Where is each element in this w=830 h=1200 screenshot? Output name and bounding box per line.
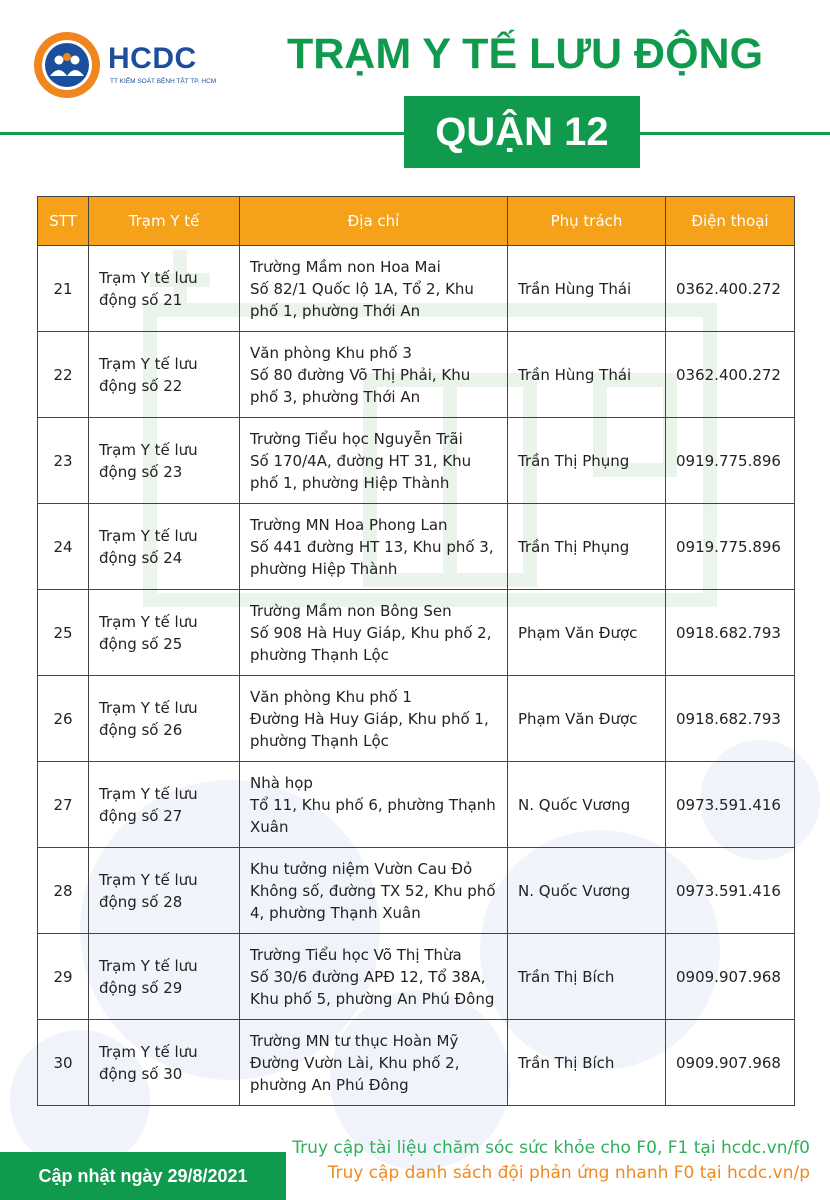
cell-person: Phạm Văn Được	[508, 590, 666, 676]
cell-person: Trần Thị Bích	[508, 934, 666, 1020]
cell-stt: 27	[38, 762, 89, 848]
cell-stt: 26	[38, 676, 89, 762]
cell-stt: 25	[38, 590, 89, 676]
cell-address: Khu tưởng niệm Vườn Cau Đỏ Không số, đường TX 52, Khu phố 4, phường Thạnh Xuân	[240, 848, 508, 934]
table-row	[38, 590, 795, 676]
cell-phone: 0362.400.272	[666, 332, 795, 418]
cell-phone: 0973.591.416	[666, 848, 795, 934]
divider-left	[0, 132, 404, 135]
hcdc-logo-icon	[32, 30, 102, 100]
table-row	[38, 332, 795, 418]
cell-stt: 23	[38, 418, 89, 504]
cell-address: Trường Tiểu học Nguyễn Trãi Số 170/4A, đường HT 31, Khu phố 1, phường Hiệp Thành	[240, 418, 508, 504]
cell-phone: 0909.907.968	[666, 934, 795, 1020]
table-row	[38, 246, 795, 332]
cell-station: Trạm Y tế lưu động số 29	[89, 934, 240, 1020]
cell-phone: 0362.400.272	[666, 246, 795, 332]
table-row	[38, 848, 795, 934]
table-row	[38, 1020, 795, 1106]
cell-address: Trường Tiểu học Võ Thị Thừa Số 30/6 đường APĐ 12, Tổ 38A, Khu phố 5, phường An Phú Đông	[240, 934, 508, 1020]
district-badge: QUẬN 12	[404, 96, 640, 168]
page-title: TRẠM Y TẾ LƯU ĐỘNG	[286, 30, 764, 78]
cell-person: Trần Hùng Thái	[508, 332, 666, 418]
cell-person: Trần Hùng Thái	[508, 246, 666, 332]
table-row	[38, 504, 795, 590]
cell-station: Trạm Y tế lưu động số 21	[89, 246, 240, 332]
cell-station: Trạm Y tế lưu động số 26	[89, 676, 240, 762]
cell-address: Văn phòng Khu phố 3 Số 80 đường Võ Thị Phải, Khu phố 3, phường Thới An	[240, 332, 508, 418]
cell-address: Nhà họp Tổ 11, Khu phố 6, phường Thạnh Xuân	[240, 762, 508, 848]
cell-person: Trần Thị Phụng	[508, 504, 666, 590]
cell-phone: 0918.682.793	[666, 676, 795, 762]
cell-stt: 30	[38, 1020, 89, 1106]
cell-address: Văn phòng Khu phố 1 Đường Hà Huy Giáp, Khu phố 1, phường Thạnh Lộc	[240, 676, 508, 762]
rapid-response-link[interactable]: Truy cập danh sách đội phản ứng nhanh F0 tại hcdc.vn/p	[327, 1163, 810, 1183]
table-row	[38, 676, 795, 762]
cell-phone: 0918.682.793	[666, 590, 795, 676]
logo-subtitle: TT KIỂM SOÁT BỆNH TẬT TP. HCM	[110, 78, 217, 85]
cell-stt: 24	[38, 504, 89, 590]
header-address: Địa chỉ	[240, 197, 508, 246]
table-row	[38, 934, 795, 1020]
cell-phone: 0919.775.896	[666, 418, 795, 504]
cell-station: Trạm Y tế lưu động số 22	[89, 332, 240, 418]
cell-station: Trạm Y tế lưu động số 24	[89, 504, 240, 590]
update-date-banner: Cập nhật ngày 29/8/2021	[0, 1152, 286, 1200]
table-row	[38, 762, 795, 848]
cell-person: Trần Thị Bích	[508, 1020, 666, 1106]
cell-person: Phạm Văn Được	[508, 676, 666, 762]
cell-address: Trường Mầm non Hoa Mai Số 82/1 Quốc lộ 1A, Tổ 2, Khu phố 1, phường Thới An	[240, 246, 508, 332]
cell-stt: 21	[38, 246, 89, 332]
logo-text: HCDC	[108, 42, 197, 75]
table-row	[38, 418, 795, 504]
table-header-row	[38, 197, 795, 246]
cell-station: Trạm Y tế lưu động số 23	[89, 418, 240, 504]
cell-phone: 0973.591.416	[666, 762, 795, 848]
cell-address: Trường Mầm non Bông Sen Số 908 Hà Huy Giáp, Khu phố 2, phường Thạnh Lộc	[240, 590, 508, 676]
cell-station: Trạm Y tế lưu động số 30	[89, 1020, 240, 1106]
cell-stt: 29	[38, 934, 89, 1020]
cell-station: Trạm Y tế lưu động số 28	[89, 848, 240, 934]
cell-station: Trạm Y tế lưu động số 25	[89, 590, 240, 676]
header-station: Trạm Y tế	[89, 197, 240, 246]
header-stt: STT	[38, 197, 89, 246]
cell-station: Trạm Y tế lưu động số 27	[89, 762, 240, 848]
cell-person: N. Quốc Vương	[508, 762, 666, 848]
cell-address: Trường MN tư thục Hoàn Mỹ Đường Vườn Lài, Khu phố 2, phường An Phú Đông	[240, 1020, 508, 1106]
cell-person: Trần Thị Phụng	[508, 418, 666, 504]
stations-table	[37, 196, 795, 1106]
header-person: Phụ trách	[508, 197, 666, 246]
f0-care-link[interactable]: Truy cập tài liệu chăm sóc sức khỏe cho F0, F1 tại hcdc.vn/f0	[292, 1138, 810, 1158]
cell-phone: 0909.907.968	[666, 1020, 795, 1106]
cell-address: Trường MN Hoa Phong Lan Số 441 đường HT 13, Khu phố 3, phường Hiệp Thành	[240, 504, 508, 590]
cell-person: N. Quốc Vương	[508, 848, 666, 934]
cell-phone: 0919.775.896	[666, 504, 795, 590]
hcdc-logo	[32, 30, 232, 100]
cell-stt: 22	[38, 332, 89, 418]
divider-right	[640, 132, 830, 135]
cell-stt: 28	[38, 848, 89, 934]
header-phone: Điện thoại	[666, 197, 795, 246]
